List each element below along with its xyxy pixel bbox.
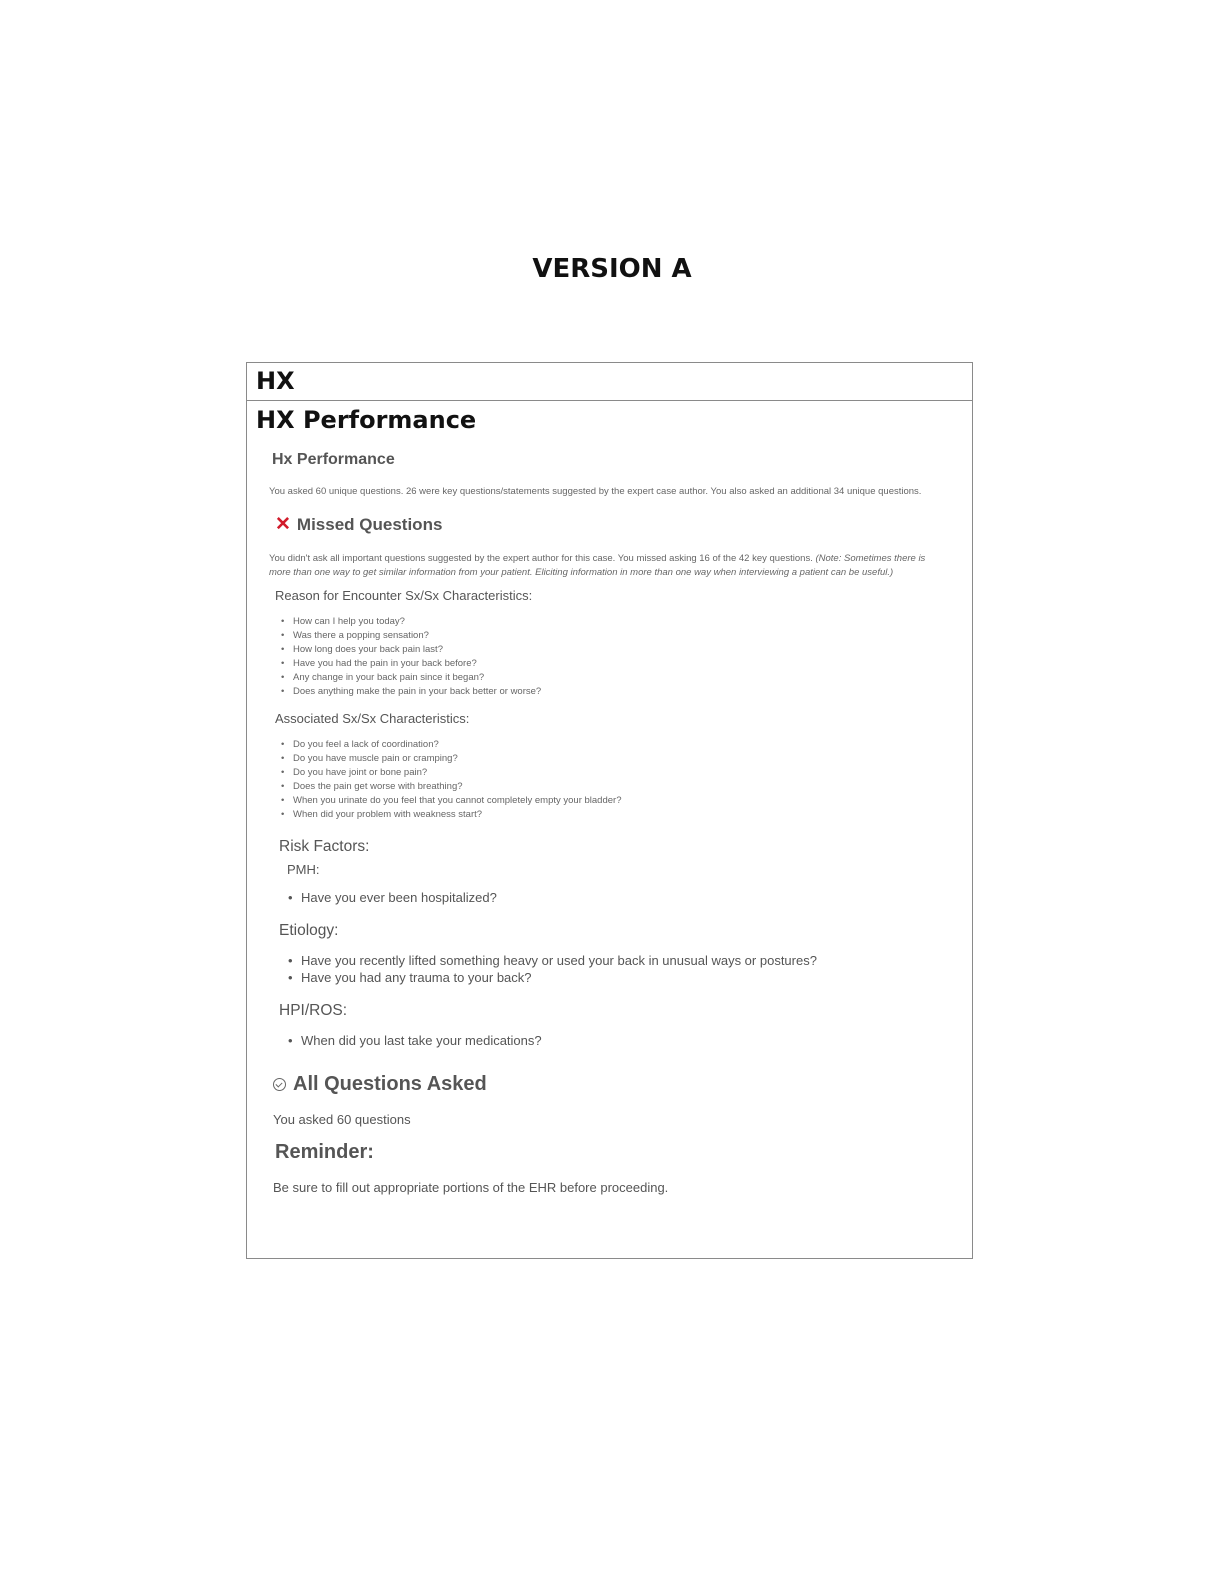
all-questions-title: All Questions Asked	[293, 1073, 487, 1095]
reason-heading: Reason for Encounter Sx/Sx Characteristics:	[275, 588, 533, 603]
check-circle-icon	[273, 1078, 286, 1091]
missed-questions-title: Missed Questions	[296, 514, 443, 534]
list-item: • Have you had the pain in your back before?	[293, 657, 932, 671]
panel-subheader: HX Performance	[256, 406, 477, 434]
missed-note: (Note: Sometimes there is more than one way to get similar information from your patient. Eliciting information in more than one way when interviewing a patient can be useful.)	[269, 553, 926, 578]
list-item: • Does anything make the pain in your back better or worse?	[293, 685, 932, 699]
missed-questions-heading	[275, 513, 932, 536]
reason-list	[269, 615, 932, 699]
list-item: • How long does your back pain last?	[293, 643, 932, 657]
performance-title: Hx Performance	[272, 451, 395, 468]
etiology-heading: Etiology:	[279, 922, 339, 939]
list-item: • Have you had any trauma to your back?	[301, 969, 932, 986]
list-item: • Have you ever been hospitalized?	[301, 889, 932, 906]
all-questions-text: You asked 60 questions	[273, 1112, 411, 1127]
list-item: • Have you recently lifted something heavy or used your back in unusual ways or postures?	[301, 952, 932, 969]
x-icon: ✕	[275, 514, 291, 535]
all-questions-heading	[273, 1073, 932, 1096]
missed-intro-block	[269, 552, 932, 580]
panel-header: HX	[247, 363, 972, 401]
associated-heading: Associated Sx/Sx Characteristics:	[275, 711, 470, 726]
risk-factors-heading: Risk Factors:	[279, 838, 370, 855]
list-item: • How can I help you today?	[293, 615, 932, 629]
page-title: VERSION A	[532, 254, 692, 284]
list-item: • Do you have joint or bone pain?	[293, 766, 932, 780]
list-item: • Do you feel a lack of coordination?	[293, 738, 932, 752]
list-item: • Any change in your back pain since it began?	[293, 671, 932, 685]
list-item: • Does the pain get worse with breathing?	[293, 780, 932, 794]
list-item: • When did you last take your medications?	[301, 1032, 932, 1049]
reminder-text: Be sure to fill out appropriate portions of the EHR before proceeding.	[273, 1180, 669, 1195]
hpi-ros-list	[269, 1032, 932, 1049]
etiology-list	[269, 952, 932, 986]
associated-list	[269, 738, 932, 822]
missed-intro: You didn't ask all important questions suggested by the expert author for this case. You missed asking 16 of the 42 key questions.	[269, 553, 813, 564]
hx-panel	[246, 362, 973, 1259]
hpi-ros-heading: HPI/ROS:	[279, 1002, 348, 1019]
list-item: • Do you have muscle pain or cramping?	[293, 752, 932, 766]
list-item: • When you urinate do you feel that you cannot completely empty your bladder?	[293, 794, 932, 808]
list-item: • Was there a popping sensation?	[293, 629, 932, 643]
performance-summary: You asked 60 unique questions. 26 were key questions/statements suggested by the expert case author. You also asked an additional 34 unique questions.	[269, 486, 922, 497]
performance-content	[247, 451, 972, 1195]
list-item: • When did your problem with weakness start?	[293, 808, 932, 822]
pmh-list	[269, 889, 932, 906]
pmh-heading: PMH:	[287, 862, 320, 877]
reminder-heading: Reminder:	[275, 1141, 374, 1163]
